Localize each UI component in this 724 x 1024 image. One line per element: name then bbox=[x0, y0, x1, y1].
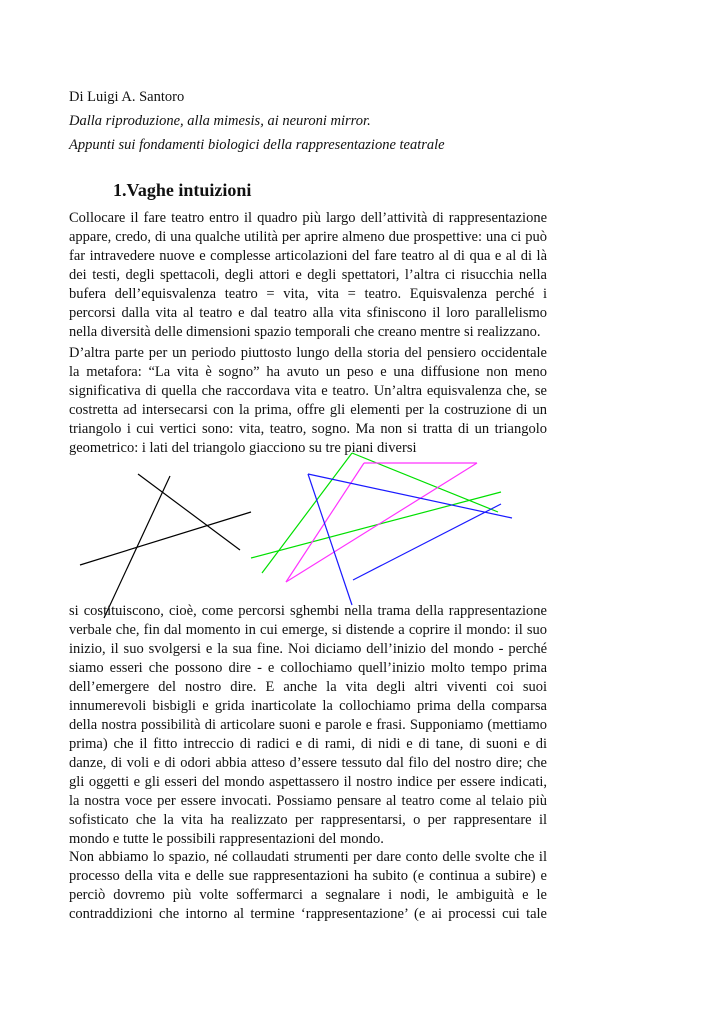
black-lines-group bbox=[80, 474, 251, 618]
text-line: nella diversità delle dimensioni spazio temporali che creano mentre si realizzano. bbox=[69, 324, 541, 340]
text-line: della nostra possibilità di articolare suoni e parole e frasi. Supponiamo (mettiamo bbox=[69, 717, 547, 733]
text-line: geometrico: i lati del triangolo giacciono su tre piani diversi bbox=[69, 440, 417, 456]
text-line: far intravedere nuove e complesse articolazioni del fare teatro al di qua e al di là bbox=[69, 248, 547, 264]
text-line: verbale che, fin dal momento in cui emerge, si distende a coprire il mondo: il suo bbox=[69, 622, 547, 638]
text-line: danze, di voli e di odori abbia atteso d’essere tessuto dal filo del nostro dire; che bbox=[69, 755, 547, 771]
text-line: si costituiscono, cioè, come percorsi sghembi nella trama della rappresentazione bbox=[69, 603, 547, 619]
text-line: perciò dovremo più volte soffermarci a segnalare i nodi, le ambiguità e le bbox=[69, 887, 547, 903]
text-line: processo della vita e delle sue rappresentazioni ha subito (e continua a subire) e bbox=[69, 868, 547, 884]
document-subtitle: Appunti sui fondamenti biologici della rappresentazione teatrale bbox=[69, 137, 445, 153]
paragraph-4 bbox=[69, 848, 547, 924]
text-line: bufera dell’equisvalenza teatro = vita, vita = teatro. Equisvalenza perché i bbox=[69, 286, 547, 302]
author-line: Di Luigi A. Santoro bbox=[69, 89, 185, 105]
text-line: la metafora: “La vita è sogno” ha avuto un peso e una diffusione non meno bbox=[69, 364, 547, 380]
text-line: dell’emergere del nostro dire. E anche la vita degli altri viventi coi suoi bbox=[69, 679, 547, 695]
text-line: la nostra voce per essere invocati. Possiamo pensare al teatro come al telaio più bbox=[69, 793, 547, 809]
text-line: Non abbiamo lo spazio, né collaudati strumenti per dare conto delle svolte che il bbox=[69, 849, 547, 865]
text-line: Collocare il fare teatro entro il quadro più largo dell’attività di rappresentazione bbox=[69, 210, 547, 226]
text-line: contraddizioni che intorno al termine ‘rappresentazione’ (e ai processi cui tale bbox=[69, 906, 547, 922]
text-line: dei testi, degli spettacoli, degli attori e degli spettatori, l’altra ci risucchia nella bbox=[69, 267, 547, 283]
green-line bbox=[251, 492, 501, 558]
magenta-line bbox=[286, 463, 477, 582]
text-line: inizio, il suo svolgersi e la sua fine. Noi diciamo dell’inizio del mondo - perché bbox=[69, 641, 547, 657]
blue-lines-group bbox=[308, 474, 512, 605]
paragraph-1 bbox=[69, 209, 547, 342]
magenta-line bbox=[286, 463, 364, 582]
blue-line bbox=[308, 474, 352, 605]
text-line: appare, credo, di una qualche utilità per aprire almeno due prospettive: una ci può bbox=[69, 229, 547, 245]
magenta-lines-group bbox=[286, 463, 477, 582]
green-line bbox=[262, 453, 352, 573]
text-line: gli oggetti e gli esseri del mondo aspettassero il nostro indice per essere indicati, bbox=[69, 774, 547, 790]
green-line bbox=[352, 453, 498, 512]
blue-line bbox=[308, 474, 512, 518]
text-line: innumerevoli bisbigli e grida inarticolate la collochiamo prima della comparsa bbox=[69, 698, 547, 714]
section-heading: 1.Vaghe intuizioni bbox=[113, 180, 252, 200]
document-title: Dalla riproduzione, alla mimesis, ai neuroni mirror. bbox=[69, 113, 371, 129]
text-line: significativa di quella che raccordava vita e teatro. Un’altra equisvalenza che, se bbox=[69, 383, 547, 399]
text-line: prima) che il fitto intreccio di radici e di rami, di nidi e di tane, di suoni e di bbox=[69, 736, 547, 752]
paragraph-3 bbox=[69, 602, 547, 849]
text-line: mondo e tutte le possibili rappresentazioni del mondo. bbox=[69, 831, 384, 847]
blue-line bbox=[353, 504, 501, 580]
text-line: D’altra parte per un periodo piuttosto lungo della storia del pensiero occidentale bbox=[69, 345, 547, 361]
text-line: siamo esseri che possono dire - e collochiamo quell’inizio molto tempo prima bbox=[69, 660, 547, 676]
text-line: sofisticato che la vita ha realizzato per rappresentarsi, o per rappresentare il bbox=[69, 812, 547, 828]
text-line: triangolo i cui vertici sono: vita, teatro, sogno. Ma non si tratta di un triangolo bbox=[69, 421, 547, 437]
text-line: costretta ad intersecarsi con la prima, offre gli elementi per la costruzione di un bbox=[69, 402, 547, 418]
skew-lines-diagram bbox=[0, 440, 724, 620]
text-line: percorsi dalla vita al teatro e dal teatro alla vita sfiniscono il loro parallelismo bbox=[69, 305, 547, 321]
